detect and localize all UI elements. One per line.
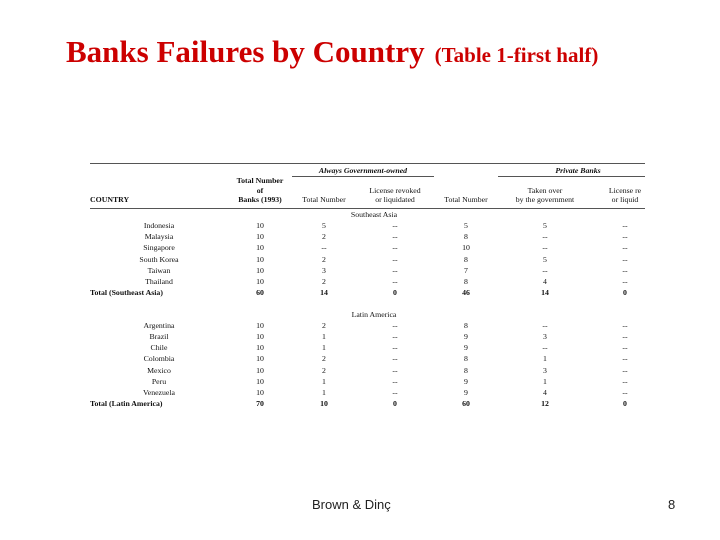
footer-author: Brown & Dinç: [312, 497, 391, 512]
table-row: Indonesia 10 5 -- 5 5 --: [143, 221, 628, 231]
col-header-priv-taken-over: Taken over by the government: [498, 176, 592, 208]
col-header-priv-license: License re or liquid: [592, 176, 645, 208]
table-row: Brazil 10 1 -- 9 3 --: [149, 331, 628, 341]
region-label: Latin America: [351, 309, 397, 319]
table-row: South Korea 10 2 -- 8 5 --: [139, 254, 628, 264]
table-row: Mexico 10 2 -- 8 3 --: [147, 365, 628, 375]
table-row: Venezuela 10 1 -- 9 4 --: [142, 387, 628, 397]
bank-failures-table-container: [90, 163, 645, 413]
col-header-gov-license: License revoked or liquidated: [356, 176, 434, 208]
column-header-row: [90, 176, 645, 208]
slide-title: [66, 34, 706, 70]
group-header-private: Private Banks: [498, 164, 645, 176]
col-header-country: COUNTRY: [90, 176, 228, 208]
group-header-government: Always Government-owned: [292, 164, 434, 176]
group-header-row: [90, 164, 645, 176]
table-row: Singapore 10 -- -- 10 -- --: [143, 243, 628, 253]
table-row: Colombia 10 2 -- 8 1 --: [143, 354, 628, 364]
region-row: [90, 309, 645, 320]
total-row: Total (Southeast Asia) 60 14 0 46 14 0: [90, 288, 627, 298]
table-row: Malaysia 10 2 -- 8 -- --: [144, 232, 628, 242]
col-header-gov-total: Total Number: [292, 176, 356, 208]
table-row: Argentina 10 2 -- 8 -- --: [143, 320, 628, 330]
bank-failures-table: [90, 163, 645, 409]
region-label: Southeast Asia: [350, 209, 398, 219]
region-row: [90, 208, 645, 220]
table-row: Thailand 10 2 -- 8 4 --: [145, 277, 628, 287]
total-row: Total (Latin America) 70 10 0 60 12 0: [90, 399, 627, 409]
table-row: Taiwan 10 3 -- 7 -- --: [147, 265, 628, 275]
table-row: Peru 10 1 -- 9 1 --: [151, 376, 628, 386]
page-number: 8: [668, 497, 676, 512]
col-header-priv-total: Total Number: [434, 176, 498, 208]
slide-title-subtitle: (Table 1-first half): [434, 43, 599, 67]
slide-title-main: Banks Failures by Country: [66, 34, 425, 69]
table-row: Chile 10 1 -- 9 -- --: [150, 343, 628, 353]
col-header-total-banks: Total Number of Banks (1993): [228, 176, 292, 208]
